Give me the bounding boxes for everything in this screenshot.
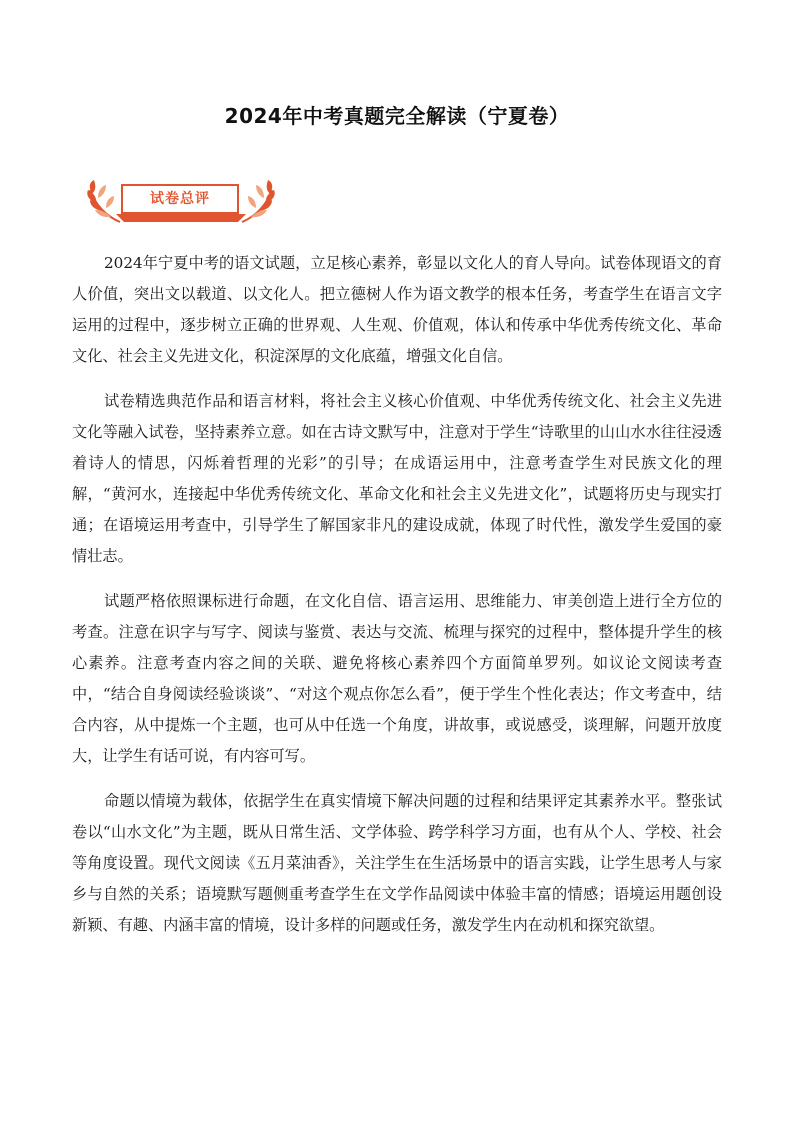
body-text <box>72 248 722 955</box>
badge-ribbon <box>116 214 246 222</box>
page-title: 2024年中考真题完全解读（宁夏卷） <box>224 104 570 128</box>
laurel-left-icon <box>87 180 120 222</box>
badge-label: 试卷总评 <box>150 191 210 207</box>
paragraph: 试卷精选典范作品和语言材料，将社会主义核心价值观、中华优秀传统文化、社会主义先进文化等融入试卷，坚持素养立意。如在古诗文默写中，注意对于学生“诗歌里的山山水水往往浸透着诗人的情思，闪烁着哲理的光彩”的引导；在成语运用中，注意考查学生对民族文化的理解，“黄河水，连接起中华优秀传统文化、革命文化和社会主义先进文化”，试题将历史与现实打通；在语境运用考查中，引导学生了解国家非凡的建设成就，体现了时代性，激发学生爱国的豪情壮志。 <box>72 392 722 565</box>
paragraph: 命题以情境为载体，依据学生在真实情境下解决问题的过程和结果评定其素养水平。整张试卷以“山水文化”为主题，既从日常生活、文学体验、跨学科学习方面，也有从个人、学校、社会等角度设置。现代文阅读《五月菜油香》，关注学生在生活场景中的语言实践，让学生思考人与家乡与自然的关系；语境默写题侧重考查学生在文学作品阅读中体验丰富的情感；语境运用题创设新颖、有趣、内涵丰富的情境，设计多样的问题或任务，激发学生内在动机和探究欲望。 <box>72 792 722 934</box>
section-badge <box>86 176 276 228</box>
laurel-right-icon <box>242 180 275 222</box>
paragraph: 2024年宁夏中考的语文试题，立足核心素养，彰显以文化人的育人导向。试卷体现语文的育人价值，突出文以载道、以文化人。把立德树人作为语文教学的根本任务，考查学生在语言文字运用的过程中，逐步树立正确的世界观、人生观、价值观，体认和传承中华优秀传统文化、革命文化、社会主义先进文化，积淀深厚的文化底蕴，增强文化自信。 <box>72 254 722 365</box>
paragraph: 试题严格依照课标进行命题，在文化自信、语言运用、思维能力、审美创造上进行全方位的考查。注意在识字与写字、阅读与鉴赏、表达与交流、梳理与探究的过程中，整体提升学生的核心素养。注意考查内容之间的关联、避免将核心素养四个方面简单罗列。如议论文阅读考查中，“结合自身阅读经验谈谈”、“对这个观点你怎么看”，便于学生个性化表达；作文考查中，结合内容，从中提炼一个主题，也可从中任选一个角度，讲故事，或说感受，谈理解，问题开放度大，让学生有话可说，有内容可写。 <box>72 592 722 765</box>
